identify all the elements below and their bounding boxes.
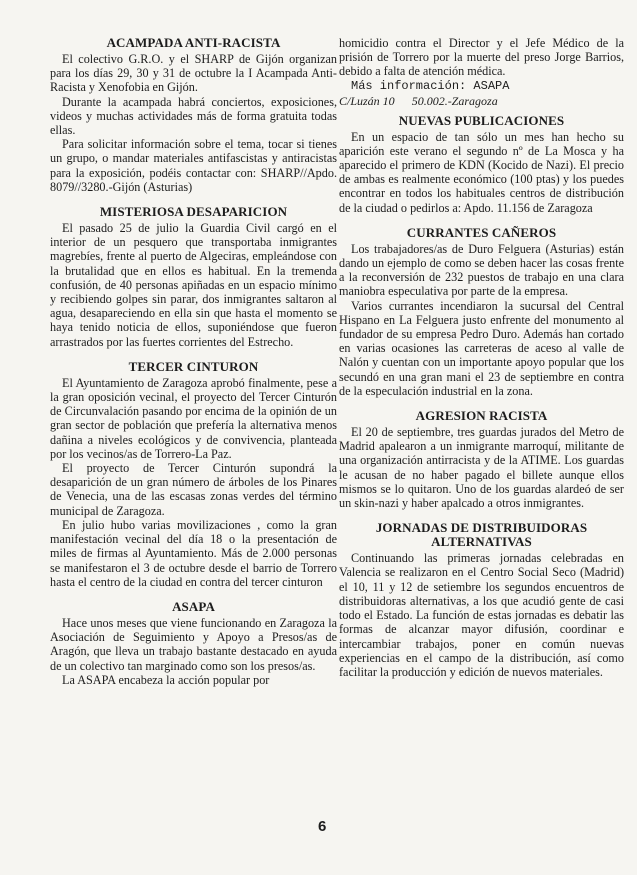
article-acampada xyxy=(50,36,337,194)
address-line xyxy=(339,94,624,108)
article-paragraph: El colectivo G.R.O. y el SHARP de Gijón organizan para los días 29, 30 y 31 de octubre la I Acampada Anti-Racista y Xenofobia en Gijón. xyxy=(50,52,337,95)
article-paragraph: La ASAPA encabeza la acción popular por xyxy=(62,672,270,687)
address-street: C/Luzán 10 xyxy=(339,93,395,108)
article-currantes xyxy=(339,226,624,398)
article-title: ASAPA xyxy=(172,598,215,614)
article-paragraph: Los trabajadores/as de Duro Felguera (Asturias) están dando un ejemplo de como se deben hacer las cosas frente a la reconversión de 232 puestos de trabajo en una clara maniobra especulativa por parte de la empresa. xyxy=(339,241,624,299)
address-city: 50.002.-Zaragoza xyxy=(411,93,498,108)
article-tercer-cinturon xyxy=(50,360,337,589)
article-title: NUEVAS PUBLICACIONES xyxy=(398,112,565,128)
article-jornadas xyxy=(339,521,624,679)
article-paragraph: El pasado 25 de julio la Guardia Civil cargó en el interior de un pesquero que transportaba inmigrantes magrebíes, frente al puerto de Algeciras, empleándose con la brutalidad que en ellos es habitual. En la tremenda confusión, de 40 personas apiñadas en un espacio mínimo y recibiendo golpes sin parar, dos inmigrantes saltaron al agua, desapareciendo en ella sin que hasta el momento se haya tenido noticia de ellos, suponiéndose que fueron arrastrados por las fuertes corrientes del Estrecho. xyxy=(50,221,337,349)
article-asapa xyxy=(50,600,337,687)
article-misteriosa xyxy=(50,205,337,349)
article-asapa-continued xyxy=(339,36,624,108)
right-column xyxy=(339,36,624,679)
article-title: CURRANTES CAÑEROS xyxy=(406,224,557,240)
article-title: JORNADAS DE DISTRIBUIDORAS ALTERNATIVAS xyxy=(375,520,588,550)
article-paragraph: El Ayuntamiento de Zaragoza aprobó finalmente, pese a la gran oposición vecinal, el proyecto del Tercer Cinturón de Circunvalación pasando por encima de la opinión de un gran sector de población que prefería la alternativa menos dañina a niveles ecológicos y de convivencia, planteada por los vecinos/as de Torrero-La Paz. xyxy=(50,375,337,461)
article-agresion-racista xyxy=(339,409,624,510)
article-nuevas-publicaciones xyxy=(339,114,624,215)
article-paragraph: Durante la acampada habrá conciertos, exposiciones, videos y muchas actividades más de forma gratuita todas ellas. xyxy=(50,94,337,138)
contact-line: Más información: ASAPA xyxy=(351,78,510,93)
article-paragraph: Continuando las primeras jornadas celebradas en Valencia se realizaron en el Centro Social Seco (Madrid) el 10, 11 y 12 de setiembre los segundos encuentros de distribuidoras alternativas, a los que acudió gente de casi todo el Estado. La función de estas jornadas es debatir las formas de alcanzar mayor difusión, coordinar e intercambiar trabajos, poner en común nuevas experiencias en el campo de la distribución, así como facilitar la producción y edición de nuevos materiales. xyxy=(339,551,624,679)
article-paragraph: Hace unos meses que viene funcionando en Zaragoza la Asociación de Seguimiento y Apoyo a Presos/as de Aragón, que lleva un trabajo bastante destacado en ayuda de un colectivo tan marginado como son los presos/as. xyxy=(50,615,337,673)
article-title: ACAMPADA ANTI-RACISTA xyxy=(106,35,281,50)
article-paragraph: Varios currantes incendiaron la sucursal del Central Hispano en La Felguera justo enfrente del monumento al fundador de su empresa Pedro Duro. Además han cortado en varias ocasiones las carreteras de aceso al valle de Nalón y cuentan con un importante apoyo popular que los secundó en una gran mani el 23 de septiembre en contra de la especulación industrial en la zona. xyxy=(339,298,624,398)
page-number: 6 xyxy=(318,818,327,835)
article-paragraph: El proyecto de Tercer Cinturón supondrá la desaparición de un gran número de árboles de los Pinares de Venecia, una de las escasas zonas verdes del término municipal de Zaragoza. xyxy=(50,461,337,518)
article-title: AGRESION RACISTA xyxy=(415,408,548,424)
left-column xyxy=(50,36,337,687)
article-paragraph: El 20 de septiembre, tres guardas jurados del Metro de Madrid apalearon a un inmigrante marroquí, militante de una organización antirracista y de la ATIME. Los guardas le acusan de no haber pagado el billete aunque ellos mismos se lo quitaron. Uno de los guardas alardeó de ser un skin-nazi y haber apalcado a otros inmigrantes. xyxy=(339,425,624,511)
article-title: TERCER CINTURON xyxy=(128,358,259,374)
article-paragraph: En un espacio de tan sólo un mes han hecho su aparición este verano el segundo nº de La Mosca y ha aparecido el primero de KDN (Kocido de Nazi). El precio de ambas es realmente económico (100 ptas) y los puedes encontrar en todos los habituales centros de distribución de la ciudad o pedirlos a: Apdo. 11.156 de Zaragoza xyxy=(339,129,624,215)
article-paragraph: Para solicitar información sobre el tema, tocar si tienes un grupo, o mandar materiales antifascistas y antiracistas para la exposición, podéis contactar con: SHARP//Apdo. 8079//3280.-Gijón (Asturias) xyxy=(50,137,337,194)
article-paragraph: En julio hubo varias movilizaciones , como la gran manifestación vecinal del día 18 o la presentación de miles de firmas al Ayuntamiento. Más de 2.000 personas se manifestaron el 3 de octubre desde el barrio de Torrero hasta el centro de la ciudad en contra del tercer cinturon xyxy=(50,517,337,589)
article-title: MISTERIOSA DESAPARICION xyxy=(99,204,288,220)
article-paragraph: homicidio contra el Director y el Jefe Médico de la prisión de Torrero por la muerte del preso Jorge Barrios, debido a falta de atención médica. xyxy=(339,36,624,79)
